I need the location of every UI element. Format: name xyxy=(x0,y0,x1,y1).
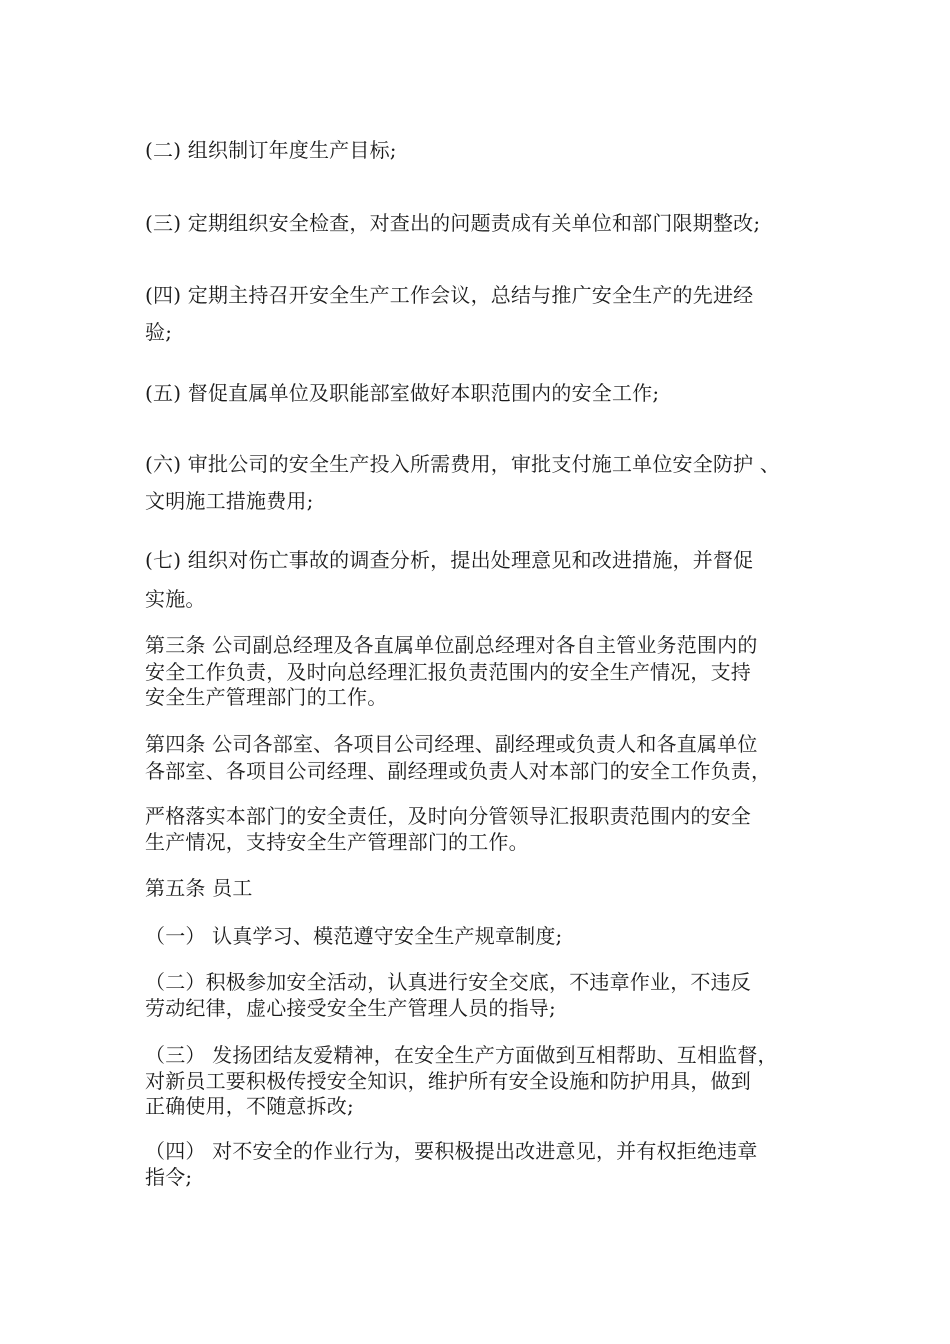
clause-7-line-1: (七) 组织对伤亡事故的调查分析，提出处理意见和改进措施，并督促 xyxy=(145,548,754,572)
article-3-line-3: 安全生产管理部门的工作。 xyxy=(145,685,388,709)
duty-3-line-3: 正确使用，不随意拆改; xyxy=(145,1094,354,1118)
duty-1-line: （一） 认真学习、模范遵守安全生产规章制度; xyxy=(145,924,563,948)
duty-2-line-2: 劳动纪律，虚心接受安全生产管理人员的指导; xyxy=(145,996,556,1020)
clause-6-line-2: 文明施工措施费用; xyxy=(145,489,314,513)
clause-7-line-2: 实施。 xyxy=(145,587,206,611)
clause-4-line-1: (四) 定期主持召开安全生产工作会议，总结与推广安全生产的先进经 xyxy=(145,283,754,307)
article-4-line-3: 严格落实本部门的安全责任，及时向分管领导汇报职责范围内的安全 xyxy=(145,804,751,828)
duty-3-line-2: 对新员工要积极传授安全知识，维护所有安全设施和防护用具，做到 xyxy=(145,1069,751,1093)
duty-4-line-1: （四） 对不安全的作业行为，要积极提出改进意见，并有权拒绝违章 xyxy=(145,1139,758,1163)
clause-3-line: (三) 定期组织安全检查，对查出的问题责成有关单位和部门限期整改; xyxy=(145,211,761,235)
article-5-heading: 第五条 员工 xyxy=(145,876,253,900)
clause-6-line-1: (六) 审批公司的安全生产投入所需费用，审批支付施工单位安全防护 、 xyxy=(145,452,781,476)
article-3-line-1: 第三条 公司副总经理及各直属单位副总经理对各自主管业务范围内的 xyxy=(145,633,758,657)
clause-5-line: (五) 督促直属单位及职能部室做好本职范围内的安全工作; xyxy=(145,381,660,405)
duty-3-line-1: （三） 发扬团结友爱精神，在安全生产方面做到互相帮助、互相监督， xyxy=(145,1043,778,1067)
duty-4-line-2: 指令; xyxy=(145,1165,193,1189)
clause-2-line: (二) 组织制订年度生产目标; xyxy=(145,138,397,162)
article-3-line-2: 安全工作负责，及时向总经理汇报负责范围内的安全生产情况，支持 xyxy=(145,660,751,684)
clause-4-line-2: 验; xyxy=(145,320,173,344)
article-4-line-2: 各部室、各项目公司经理、副经理或负责人对本部门的安全工作负责， xyxy=(145,759,772,783)
article-4-line-1: 第四条 公司各部室、各项目公司经理、副经理或负责人和各直属单位 xyxy=(145,732,758,756)
article-4-line-4: 生产情况，支持安全生产管理部门的工作。 xyxy=(145,830,529,854)
duty-2-line-1: （二）积极参加安全活动，认真进行安全交底，不违章作业，不违反 xyxy=(145,970,751,994)
